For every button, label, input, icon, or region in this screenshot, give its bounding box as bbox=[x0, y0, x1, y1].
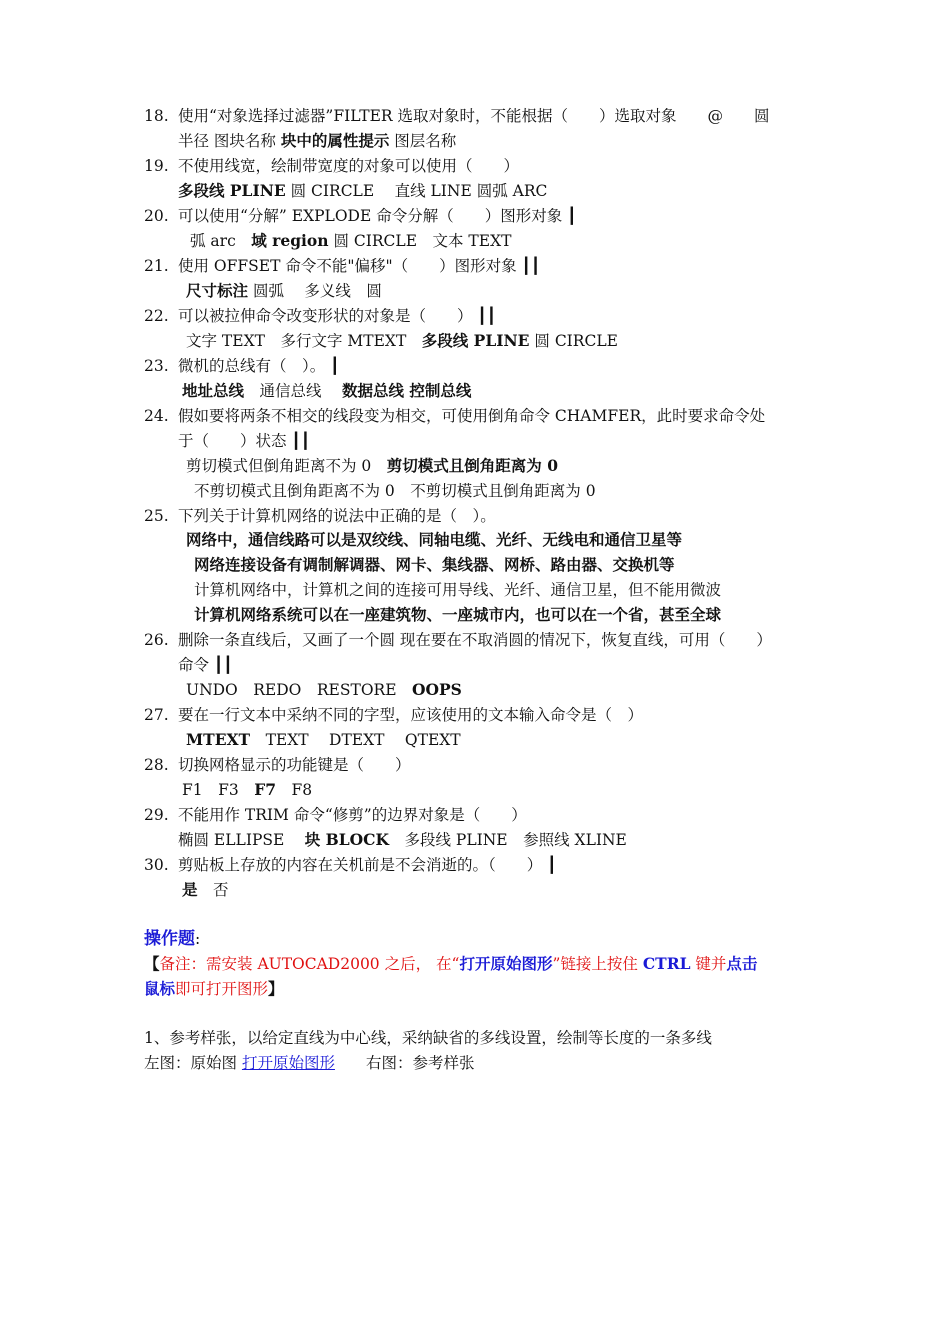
question-number: 30. bbox=[144, 856, 169, 874]
correct-option: F7 bbox=[254, 780, 277, 799]
open-original-drawing-link[interactable]: 打开原始图形 bbox=[241, 1054, 335, 1072]
question-options bbox=[182, 880, 229, 900]
correct-option: 网络中，通信线路可以是双绞线、同轴电缆、光纤、无线电和通信卫星等 bbox=[186, 530, 683, 549]
question-text: 不使用线宽，绘制带宽度的对象可以使用（ ） bbox=[178, 157, 520, 175]
option-text: F1 F3 bbox=[182, 781, 255, 799]
question-text: 可以被拉伸命令改变形状的对象是（ ） ┃┃ bbox=[178, 307, 497, 325]
question-text: 要在一行文本中采纳不同的字型，应该使用的文本输入命令是（ ） bbox=[178, 706, 644, 724]
question-options bbox=[186, 680, 462, 700]
option-text: 圆弧 多义线 圆 bbox=[248, 282, 382, 300]
correct-option: 域 region bbox=[251, 231, 329, 250]
question-number: 29. bbox=[144, 806, 169, 824]
note-line-2 bbox=[144, 979, 284, 999]
option-text: 否 bbox=[197, 881, 229, 899]
note-text: 备注：需安装 AUTOCAD2000 之后， 在“ bbox=[159, 955, 460, 973]
option-text: 文字 TEXT 多行文字 MTEXT bbox=[186, 332, 422, 350]
question-number: 28. bbox=[144, 756, 169, 774]
task-1-text: 1、参考样张，以给定直线为中心线，采纳缺省的多线设置，绘制等长度的一条多线 bbox=[144, 1029, 712, 1047]
option-text: F8 bbox=[276, 781, 313, 799]
option-text: UNDO REDO RESTORE bbox=[186, 681, 413, 699]
question-options: 不剪切模式且倒角距离不为 0 不剪切模式且倒角距离为 0 bbox=[194, 482, 596, 500]
option-text: 通信总线 bbox=[244, 382, 342, 400]
note-text: 即可打开图形 bbox=[175, 980, 269, 998]
correct-option: 块 BLOCK bbox=[304, 830, 389, 849]
question-options bbox=[182, 780, 312, 800]
bracket-open: 【 bbox=[144, 954, 160, 973]
question-text: 假如要将两条不相交的线段变为相交，可使用倒角命令 CHAMFER，此时要求命令处 bbox=[178, 407, 766, 425]
question-number: 18. bbox=[144, 107, 169, 125]
question-number: 23. bbox=[144, 357, 169, 375]
left-figure-label: 左图：原始图 bbox=[144, 1054, 242, 1072]
right-figure-label: 右图：参考样张 bbox=[334, 1054, 475, 1072]
question-options bbox=[186, 331, 618, 351]
correct-option: 块中的属性提示 bbox=[280, 131, 390, 150]
question-number: 19. bbox=[144, 157, 169, 175]
correct-option: MTEXT bbox=[186, 730, 251, 749]
question-number: 20. bbox=[144, 207, 169, 225]
correct-option: 剪切模式且倒角距离为 0 bbox=[386, 456, 558, 475]
task-1-figures bbox=[144, 1053, 474, 1073]
question-text: 不能用作 TRIM 命令“修剪”的边界对象是（ ） bbox=[178, 806, 527, 824]
section-heading bbox=[144, 928, 200, 950]
question-options bbox=[186, 281, 382, 301]
question-options bbox=[186, 730, 461, 750]
question-number: 26. bbox=[144, 631, 169, 649]
question-number: 21. bbox=[144, 257, 169, 275]
question-text-continued: 命令 ┃┃ bbox=[178, 656, 233, 674]
question-text: 删除一条直线后，又画了一个圆 现在要在不取消圆的情况下，恢复直线，可用（ ） bbox=[178, 631, 772, 649]
option-text: 圆 CIRCLE 直线 LINE 圆弧 ARC bbox=[285, 182, 548, 200]
question-options bbox=[190, 231, 511, 251]
correct-option: 是 bbox=[182, 880, 198, 899]
correct-option: 计算机网络系统可以在一座建筑物、一座城市内，也可以在一个省，甚至全球 bbox=[194, 605, 722, 624]
note-text: 键并 bbox=[690, 955, 727, 973]
correct-option: 多段线 PLINE bbox=[421, 331, 530, 350]
question-text: 微机的总线有（ ）。 ┃ bbox=[178, 357, 340, 375]
option-text: 椭圆 ELLIPSE bbox=[178, 831, 305, 849]
note-emphasis: 打开原始图形 bbox=[459, 954, 553, 973]
question-text-continued: 于（ ）状态 ┃┃ bbox=[178, 432, 311, 450]
section-colon: : bbox=[195, 930, 201, 948]
question-number: 22. bbox=[144, 307, 169, 325]
option-text: 半径 图块名称 bbox=[178, 132, 281, 150]
correct-option: 数据总线 控制总线 bbox=[341, 381, 472, 400]
bracket-close: 】 bbox=[268, 979, 284, 998]
option-text: 剪切模式但倒角距离不为 0 bbox=[186, 457, 387, 475]
option-text: 图层名称 bbox=[389, 132, 457, 150]
question-number: 27. bbox=[144, 706, 169, 724]
note-emphasis: 鼠标 bbox=[144, 979, 176, 998]
note-line-1 bbox=[144, 954, 757, 974]
option-text: 弧 arc bbox=[190, 232, 252, 250]
option-text: TEXT DTEXT QTEXT bbox=[250, 731, 461, 749]
correct-option: OOPS bbox=[412, 680, 462, 699]
question-text: 可以使用“分解” EXPLODE 命令分解（ ）图形对象 ┃ bbox=[178, 207, 577, 225]
correct-option: 尺寸标注 bbox=[186, 281, 249, 300]
option-text: 计算机网络中，计算机之间的连接可用导线、光纤、通信卫星，但不能用微波 bbox=[194, 581, 722, 599]
note-emphasis: 点击 bbox=[726, 954, 758, 973]
option-text: 圆 CIRCLE 文本 TEXT bbox=[328, 232, 512, 250]
option-text: 圆 CIRCLE bbox=[529, 332, 618, 350]
question-text: 切换网格显示的功能键是（ ） bbox=[178, 756, 411, 774]
option-text: 多段线 PLINE 参照线 XLINE bbox=[388, 831, 627, 849]
correct-option: 地址总线 bbox=[182, 381, 245, 400]
correct-option: 网络连接设备有调制解调器、网卡、集线器、网桥、路由器、交换机等 bbox=[194, 555, 675, 574]
question-text: 剪贴板上存放的内容在关机前是不会消逝的。（ ） ┃ bbox=[178, 856, 557, 874]
question-number: 25. bbox=[144, 507, 169, 525]
question-number: 24. bbox=[144, 407, 169, 425]
question-options bbox=[178, 181, 547, 201]
question-options bbox=[182, 381, 471, 401]
question-options bbox=[178, 131, 456, 151]
question-text: 下列关于计算机网络的说法中正确的是（ ）。 bbox=[178, 507, 496, 525]
question-text: 使用 OFFSET 命令不能"偏移"（ ）图形对象 ┃┃ bbox=[178, 257, 541, 275]
note-text: ”链接上按住 bbox=[552, 955, 643, 973]
correct-option: 多段线 PLINE bbox=[178, 181, 286, 200]
question-options bbox=[186, 456, 558, 476]
note-emphasis: CTRL bbox=[642, 954, 691, 973]
question-options bbox=[178, 830, 627, 850]
question-text: 使用“对象选择过滤器”FILTER 选取对象时，不能根据（ ）选取对象 @ 圆 bbox=[178, 107, 770, 125]
section-title: 操作题 bbox=[144, 929, 195, 949]
